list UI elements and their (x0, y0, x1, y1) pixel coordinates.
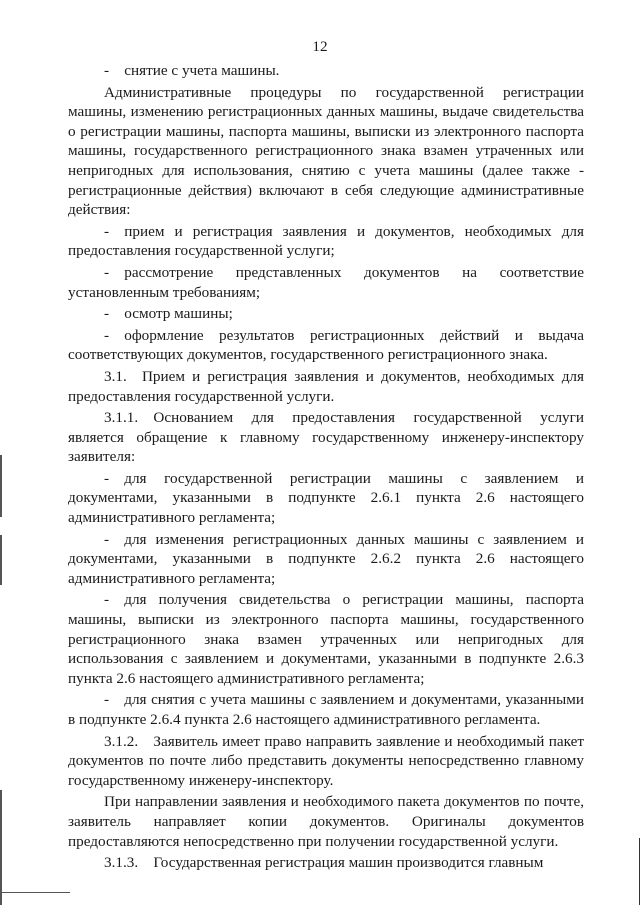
paragraph-deregistration-item: - снятие с учета машины. (104, 62, 280, 79)
paragraph-list-item-review: - рассмотрение представленных документов на соответствие установленным требованиям; (68, 263, 584, 301)
scan-edge-mark (0, 790, 2, 905)
paragraph-list-item-deregistration: - для снятия с учета машины с заявлением и документами, указанными в подпункте 2.6.4 пункта 2.6 настоящего административного регламента. (68, 691, 584, 728)
paragraph-postal-submission: При направлении заявления и необходимого пакета документов по почте, заявитель направляет копии документов. Оригиналы документов предоставляются непосредственно при получении государственной услуги. (68, 793, 584, 850)
paragraph-list-item-reception: - прием и регистрация заявления и документов, необходимых для предоставления государственной услуги; (68, 222, 584, 260)
paragraph-list-item-certificate: - для получения свидетельства о регистрации машины, паспорта машины, выписки из электронного паспорта машины, государственного регистрационного знака взамен утраченных или непригодных для использования с заявлением и документами, указанными в подпункте 2.6.3 пункта 2.6 настоящего административного регламента; (68, 591, 584, 687)
paragraph-section-3-1-1: 3.1.1. Основанием для предоставления государственной услуги является обращение к главному государственному инженеру-инспектору заявителя: (68, 409, 584, 466)
paragraph-list-item-change-data: - для изменения регистрационных данных машины с заявлением и документами, указанными в подпункте 2.6.2 пункта 2.6 настоящего административного регламента; (68, 530, 584, 587)
page-number: 12 (312, 38, 328, 55)
scan-edge-mark (0, 455, 2, 517)
scan-edge-mark (0, 892, 70, 893)
paragraph-list-item-results: - оформление результатов регистрационных действий и выдача соответствующих документов, государственного регистрационного знака. (68, 326, 584, 364)
scan-edge-mark (0, 535, 2, 585)
paragraph-section-3-1-2: 3.1.2. Заявитель имеет право направить заявление и необходимый пакет документов по почте либо представить документы непосредственно главному государственному инженеру-инспектору. (68, 732, 584, 789)
paragraph-admin-procedures: Административные процедуры по государственной регистрации машины, изменению регистрационных данных машины, выдаче свидетельства о регистрации машины, паспорта машины, выписки из электронного паспорта машины, государственного регистрационного знака взамен утраченных или непригодных для использования, снятию с учета машины (далее также - регистрационные действия) включают в себя следующие административные действия: (68, 83, 584, 219)
paragraph-section-3-1-3: 3.1.3. Государственная регистрация машин производится главным (104, 854, 544, 872)
paragraph-list-item-registration: - для государственной регистрации машины с заявлением и документами, указанными в подпункте 2.6.1 пункта 2.6 настоящего административного регламента; (68, 469, 584, 527)
paragraph-section-3-1: 3.1. Прием и регистрация заявления и документов, необходимых для предоставления государственной услуги. (68, 367, 584, 405)
document-body (68, 61, 584, 873)
paragraph-list-item-inspection: - осмотр машины; (104, 305, 233, 323)
